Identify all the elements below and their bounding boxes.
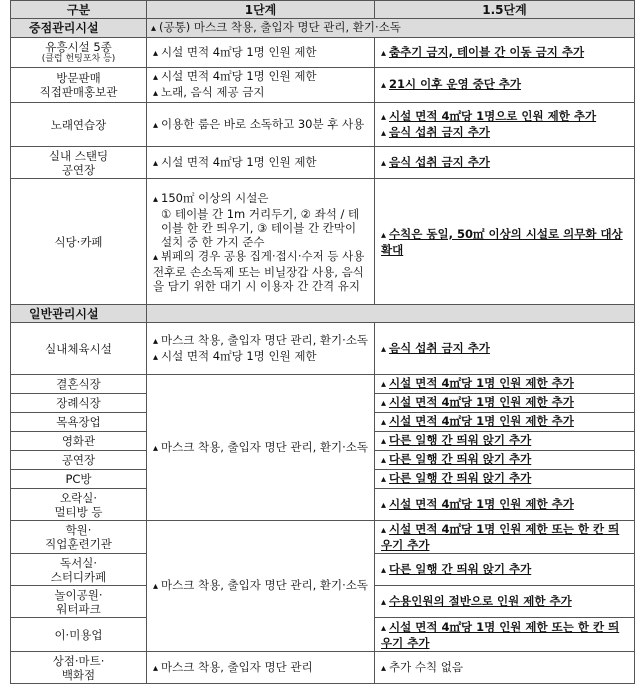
stage15-rule: ▴ 다른 일행 간 띄워 앉기 추가 <box>375 451 635 470</box>
stage15-rule: ▴ 시설 면적 4㎡당 1명 인원 제한 또는 한 칸 띄우기 추가 <box>375 521 635 554</box>
facility-name: 상점·마트· 백화점 <box>11 652 147 684</box>
facility-name: 실내 스탠딩 공연장 <box>11 147 147 179</box>
section-main-label: 중점관리시설 <box>11 19 147 38</box>
stage15-rule: ▴ 21시 이후 운영 중단 추가 <box>375 68 635 103</box>
table-row <box>11 375 635 394</box>
stage15-rule: ▴ 다른 일행 간 띄워 앉기 추가 <box>375 432 635 451</box>
stage15-rule: ▴ 음식 섭취 금지 추가 <box>375 147 635 179</box>
table-row <box>11 521 635 554</box>
stage15-rule: ▴ 춤추기 금지, 테이블 간 이동 금지 추가 <box>375 38 635 68</box>
stage1-rule: ▴ 이용한 룸은 바로 소독하고 30분 후 사용 <box>147 103 375 147</box>
facility-name: 영화관 <box>11 432 147 451</box>
stage1-rule: ▴ 마스크 착용, 출입자 명단 관리, 환기·소독 <box>147 521 375 652</box>
stage15-rule: ▴ 시설 면적 4㎡당 1명 인원 제한 추가 <box>375 413 635 432</box>
table-row <box>11 147 635 179</box>
section-general-blank <box>147 305 635 323</box>
facility-name: 실내체육시설 <box>11 323 147 375</box>
stage15-rule: ▴ 시설 면적 4㎡당 1명으로 인원 제한 추가 ▴ 음식 섭취 금지 추가 <box>375 103 635 147</box>
stage15-rule: ▴ 시설 면적 4㎡당 1명 인원 제한 또는 한 칸 띄우기 추가 <box>375 618 635 652</box>
stage15-rule: ▴ 다른 일행 간 띄워 앉기 추가 <box>375 554 635 586</box>
stage15-rule: ▴ 추가 수칙 없음 <box>375 652 635 684</box>
facility-name: PC방 <box>11 470 147 489</box>
facility-name: 학원· 직업훈련기관 <box>11 521 147 554</box>
stage1-rule: ▴ 시설 면적 4㎡당 1명 인원 제한 <box>147 38 375 68</box>
facility-name: 장례식장 <box>11 394 147 413</box>
table-row <box>11 103 635 147</box>
facility-name: 노래연습장 <box>11 103 147 147</box>
table-row <box>11 38 635 68</box>
table-row <box>11 68 635 103</box>
stage15-rule: ▴ 시설 면적 4㎡당 1명 인원 제한 추가 <box>375 489 635 521</box>
facility-name: 공연장 <box>11 451 147 470</box>
stage15-rule: ▴ 음식 섭취 금지 추가 <box>375 323 635 375</box>
facility-name: 목욕장업 <box>11 413 147 432</box>
stage1-rule: ▴ 시설 면적 4㎡당 1명 인원 제한 <box>147 147 375 179</box>
stage15-rule: ▴ 수칙은 동일, 50㎡ 이상의 시설로 의무화 대상 확대 <box>375 179 635 305</box>
stage1-rule: ▴ 150㎡ 이상의 시설은 ① 테이블 간 1m 거리두기, ② 좌석 / 테이블 한 칸 띄우기, ③ 테이블 간 칸막이 설치 중 한 가지 준수 ▴ 뷔페의 경우 공용 집게·접시·수저 등 사용 전후로 손소독제 또는 비닐장갑 사용, 음식을 담기 위한 대기 시 이용자 간 간격 유지 <box>147 179 375 305</box>
header-stage-1: 1단계 <box>147 1 375 19</box>
stage1-rule: ▴ 시설 면적 4㎡당 1명 인원 제한 ▴ 노래, 음식 제공 금지 <box>147 68 375 103</box>
stage15-rule: ▴ 수용인원의 절반으로 인원 제한 추가 <box>375 586 635 618</box>
header-category: 구분 <box>11 1 147 19</box>
section-main-desc: ▴ (공통) 마스크 착용, 출입자 명단 관리, 환기·소독 <box>147 19 635 38</box>
stage15-rule: ▴ 다른 일행 간 띄워 앉기 추가 <box>375 470 635 489</box>
facility-name: 독서실· 스터디카페 <box>11 554 147 586</box>
facility-name: 놀이공원· 워터파크 <box>11 586 147 618</box>
header-stage-1-5: 1.5단계 <box>375 1 635 19</box>
table-row <box>11 179 635 305</box>
distancing-table <box>10 0 635 684</box>
facility-name: 오락실· 멀티방 등 <box>11 489 147 521</box>
stage1-rule: ▴ 마스크 착용, 출입자 명단 관리, 환기·소독 <box>147 375 375 521</box>
facility-name: 유흥시설 5종 (클럽 헌팅포차 등) <box>11 38 147 68</box>
facility-name: 식당·카페 <box>11 179 147 305</box>
stage15-rule: ▴ 시설 면적 4㎡당 1명 인원 제한 추가 <box>375 375 635 394</box>
facility-name: 이·미용업 <box>11 618 147 652</box>
table-row <box>11 652 635 684</box>
table-row <box>11 323 635 375</box>
stage15-rule: ▴ 시설 면적 4㎡당 1명 인원 제한 추가 <box>375 394 635 413</box>
facility-name: 결혼식장 <box>11 375 147 394</box>
facility-name: 방문판매 직접판매홍보관 <box>11 68 147 103</box>
stage1-rule: ▴ 마스크 착용, 출입자 명단 관리 <box>147 652 375 684</box>
stage1-rule: ▴ 마스크 착용, 출입자 명단 관리, 환기·소독 ▴ 시설 면적 4㎡당 1명 인원 제한 <box>147 323 375 375</box>
section-general-label: 일반관리시설 <box>11 305 147 323</box>
